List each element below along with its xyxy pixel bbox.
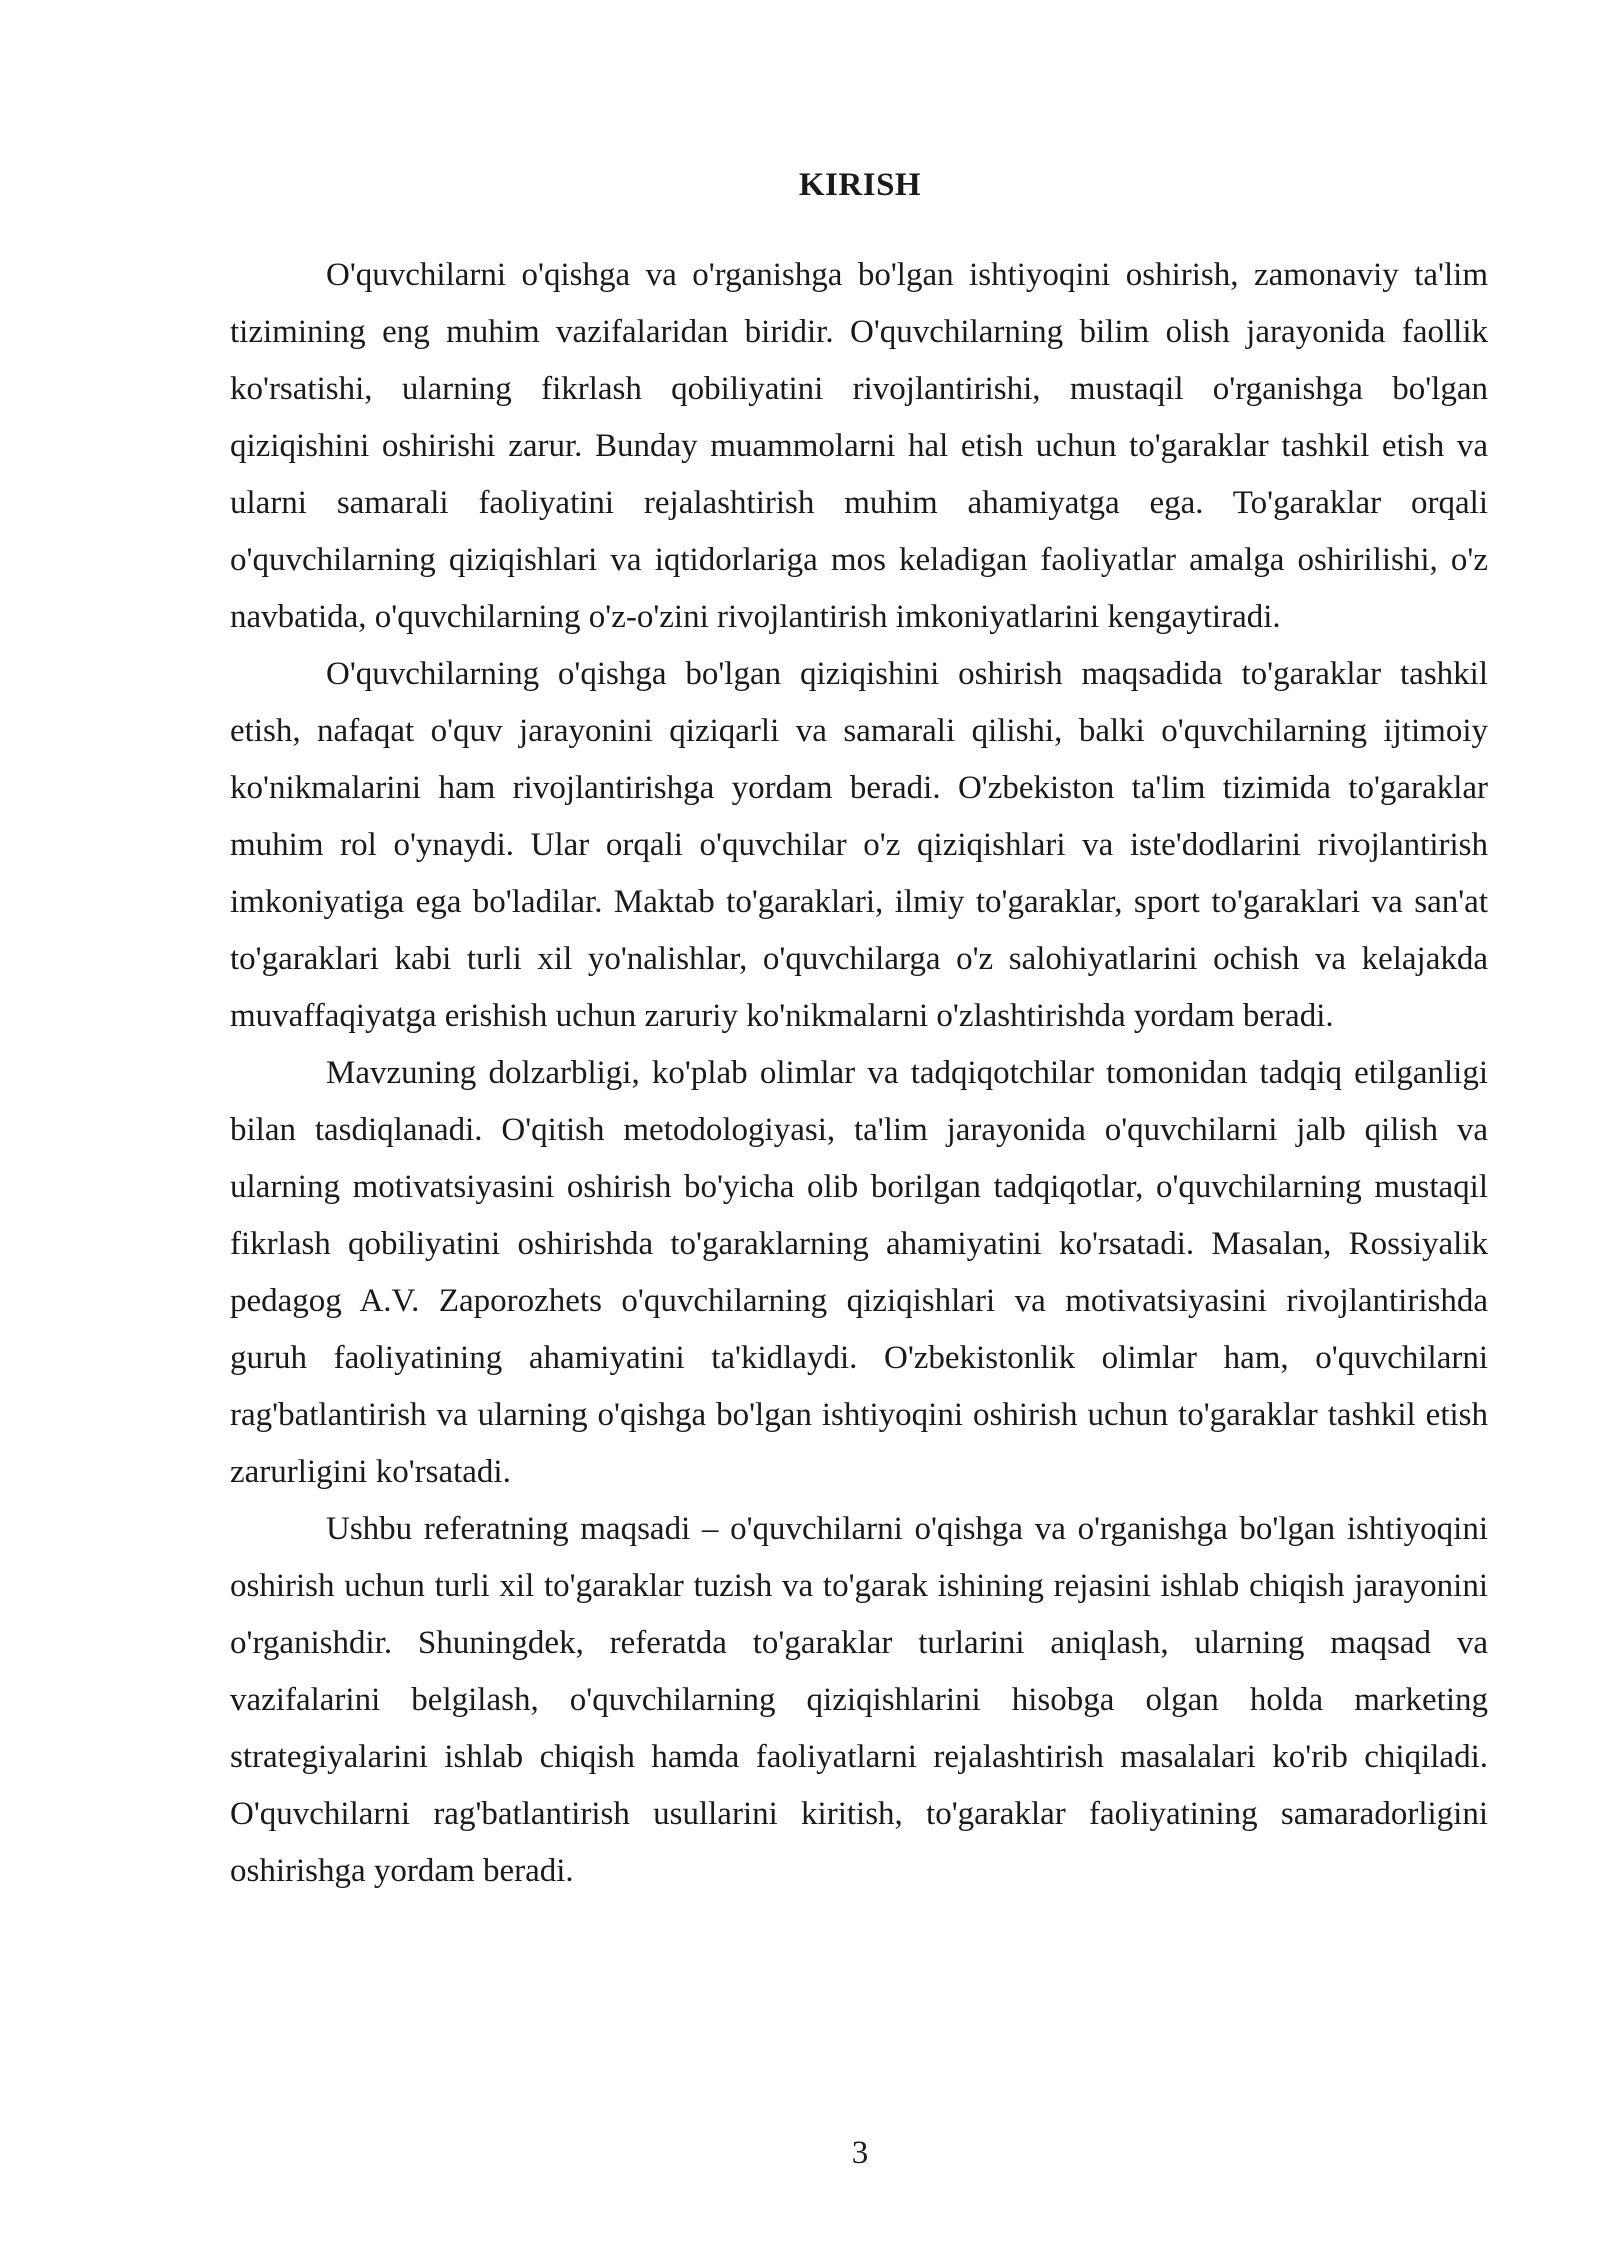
paragraph-1: O'quvchilarni o'qishga va o'rganishga bo'lgan ishtiyoqini oshirish, zamonaviy ta'lim tizimining eng muhim vazifalaridan biridir. O'quvchilarning bilim olish jarayonida faollik ko'rsatishi, ularning fikrlash qobiliyatini rivojlantirishi, mustaqil o'rganishga bo'lgan qiziqishini oshirishi zarur. Bunday muammolarni hal etish uchun to'garaklar tashkil etish va ularni samarali faoliyatini rejalashtirish muhim ahamiyatga ega. To'garaklar orqali o'quvchilarning qiziqishlari va iqtidorlariga mos keladigan faoliyatlar amalga oshirilishi, o'z navbatida, o'quvchilarning o'z-o'zini rivojlantirish imkoniyatlarini kengaytiradi. bbox=[230, 257, 1488, 635]
body-text bbox=[230, 247, 1488, 1900]
paragraph-3: Mavzuning dolzarbligi, ko'plab olimlar va tadqiqotchilar tomonidan tadqiq etilganligi bilan tasdiqlanadi. O'qitish metodologiyasi, ta'lim jarayonida o'quvchilarni jalb qilish va ularning motivatsiyasini oshirish bo'yicha olib borilgan tadqiqotlar, o'quvchilarning mustaqil fikrlash qobiliyatini oshirishda to'garaklarning ahamiyatini ko'rsatadi. Masalan, Rossiyalik pedagog A.V. Zaporozhets o'quvchilarning qiziqishlari va motivatsiyasini rivojlantirishda guruh faoliyatining ahamiyatini ta'kidlaydi. O'zbekistonlik olimlar ham, o'quvchilarni rag'batlantirish va ularning o'qishga bo'lgan ishtiyoqini oshirish uchun to'garaklar tashkil etish zarurligini ko'rsatadi. bbox=[230, 1055, 1488, 1490]
paragraph-4: Ushbu referatning maqsadi – o'quvchilarni o'qishga va o'rganishga bo'lgan ishtiyoqini oshirish uchun turli xil to'garaklar tuzish va to'garak ishining rejasini ishlab chiqish jarayonini o'rganishdir. Shuningdek, referatda to'garaklar turlarini aniqlash, ularning maqsad va vazifalarini belgilash, o'quvchilarning qiziqishlarini hisobga olgan holda marketing strategiyalarini ishlab chiqish hamda faoliyatlarni rejalashtirish masalalari ko'rib chiqiladi. O'quvchilarni rag'batlantirish usullarini kiritish, to'garaklar faoliyatining samaradorligini oshirishga yordam beradi. bbox=[230, 1511, 1488, 1889]
paragraph-2: O'quvchilarning o'qishga bo'lgan qiziqishini oshirish maqsadida to'garaklar tashkil etish, nafaqat o'quv jarayonini qiziqarli va samarali qilishi, balki o'quvchilarning ijtimoiy ko'nikmalarini ham rivojlantirishga yordam beradi. O'zbekiston ta'lim tizimida to'garaklar muhim rol o'ynaydi. Ular orqali o'quvchilar o'z qiziqishlari va iste'dodlarini rivojlantirish imkoniyatiga ega bo'ladilar. Maktab to'garaklari, ilmiy to'garaklar, sport to'garaklari va san'at to'garaklari kabi turli xil yo'nalishlar, o'quvchilarga o'z salohiyatlarini ochish va kelajakda muvaffaqiyatga erishish uchun zaruriy ko'nikmalarni o'zlashtirishda yordam beradi. bbox=[230, 656, 1488, 1034]
page-title: KIRISH bbox=[798, 167, 922, 203]
page-number: 3 bbox=[851, 2135, 869, 2171]
